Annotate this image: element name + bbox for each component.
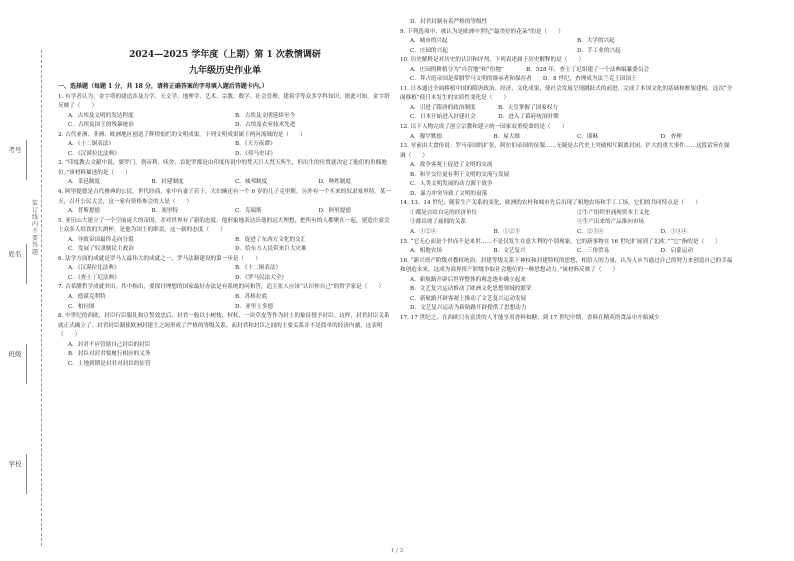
answer-option: B．文艺复兴运动推动了欧洲文化思想领域的繁荣	[410, 286, 532, 293]
answer-option: A．普斯提德	[68, 208, 101, 215]
answer-option: D．启蒙运动	[660, 248, 693, 255]
question	[58, 188, 392, 217]
answer-option: C．土地到期是封君对封臣的征管	[68, 360, 151, 367]
answer-option: A．城市的兴起	[410, 38, 448, 45]
question-stem: 11. 日本通过全面移植中国的隋唐政治、经济、文化成果，使社会发展呈现跳跃式的前进，完成了本国文化的基础和框架建构。这次“全面移植”使日本发生的实质性变化是（ ）	[400, 85, 733, 102]
question	[400, 142, 734, 199]
answer-option: D．①③④	[660, 229, 688, 236]
answer-option: B．《天方夜谭》	[235, 141, 276, 148]
question-stem: 15. “它无心而是个世而不是来世……不是仅发生在意大利的个别现象，它的新事物在 16 世纪扩展到了北欧。”“它”指的是（ ）	[400, 238, 721, 245]
question	[400, 199, 734, 228]
question	[400, 314, 734, 324]
answer-option: B．苏格拉底	[235, 294, 268, 301]
answer-option: C．庄园的兴起	[410, 47, 448, 54]
answer-option: A．封君不应管辖自己封臣的封臣	[68, 341, 151, 348]
answer-option: D．古埃及农业技术先进	[235, 122, 296, 129]
question	[58, 131, 392, 160]
question-stem: 6. 法学方面的成就是罗马人最伟大的成就之一，罗马法制建设的第一步是（ ）	[58, 255, 261, 262]
binding-label-exam-number: 考号	[8, 146, 22, 154]
question-stem: 5. 亚历山大建立了一个空前庞大的帝国，并对世界有了新的态度。他形象地表达出他的远大理想，把所有的人都聚在一起，建造庄宴会上众多人给饮的大酒杯，是他为国王的职责。这一新的态度（ ）	[58, 217, 390, 234]
question-options	[400, 133, 734, 143]
question	[400, 28, 734, 57]
question-options	[58, 112, 392, 131]
answer-option: C．日本开始进入封建社会 D．进入了幕府统治时期	[410, 114, 559, 121]
answer-option: B．大学的兴起	[577, 38, 615, 45]
answer-option: D．手工业的兴起	[577, 47, 621, 54]
answer-option: D．《荷马史诗》	[235, 150, 276, 157]
answer-option: A．《十二铜表法》	[68, 141, 114, 148]
question	[58, 217, 392, 255]
question	[400, 228, 734, 238]
question-options	[58, 236, 392, 255]
question-options	[400, 247, 734, 257]
question-options	[400, 228, 734, 238]
question-stem: 14. 13、14 世纪，随着生产关系的变化，欧洲的农村和城市先后出现了租地农场和手工工场，它们的共同特点是（ ）	[400, 200, 701, 207]
binding-line	[26, 454, 27, 494]
answer-option: C．拜占庭帝国是希腊罗马文明的继承者和保存者 D．8 世纪，查理成为法兰克王国国王	[410, 76, 637, 83]
answer-option: A．战争客观上促进了文明的交流	[410, 162, 493, 169]
answer-option: D．阿里提德	[318, 208, 351, 215]
question-list-left	[58, 93, 392, 370]
question-options	[58, 341, 392, 370]
section-heading: 一、选择题（每题 1 分，共 18 分，请将正确答案的字母填入题后答题卡内。）	[58, 83, 268, 90]
answer-option: C．《查士丁尼法典》	[68, 274, 120, 281]
question-stem: 4. 阿里提德是古代雅典的公民，世代经商，家中有妻子若干，大妇辆还有一个 6 岁的儿子克里斯。另外有一个买来的奴隶塞里特。某一天，召开公民大会，这一家有资格参会的人是（ ）	[58, 189, 392, 205]
question	[58, 283, 392, 312]
binding-line	[26, 344, 27, 384]
question	[400, 238, 734, 257]
answer-option: D．封君封制有着严格的等级性	[410, 19, 488, 25]
question-options	[400, 161, 734, 199]
question-options	[400, 104, 734, 123]
answer-option: ①都是自给自足的经济单位	[410, 209, 478, 216]
answer-option: A．庄园的耕植分为“自营地”和“份地” B．528 年，查士丁尼组建了一个法典编纂委员会	[410, 66, 650, 73]
answer-option: ④生产出来的产品推向市场	[577, 219, 645, 226]
question-options	[58, 264, 392, 283]
answer-option: B．封建制度	[151, 179, 184, 186]
question-stem: 12. 以下人物完成了创立宗教和建立统一国家双重使命的是（ ）	[400, 124, 568, 131]
question	[58, 255, 392, 284]
answer-option: B．①②③	[493, 229, 520, 236]
answer-option: ③都出现了雇佣的关系	[410, 219, 466, 226]
question-options	[58, 207, 392, 217]
question-list-right	[400, 18, 734, 324]
answer-option: B．促进了东西方文化的交汇	[235, 236, 307, 243]
question-stem: 2. 古代亚洲、非洲、欧洲地区创造了辉煌灿烂的文明成果。下列文明成果属于两河流域的是（ ）	[58, 131, 306, 138]
answer-option: B．封臣对封君要履行相应的义务	[68, 351, 151, 358]
answer-option: A．穆罕默德	[410, 133, 443, 140]
question-options	[400, 276, 734, 314]
page-title: 2024—2025 学年度（上期）第 1 次教情调研	[129, 50, 321, 60]
answer-option: A．德谟克利特	[68, 294, 106, 301]
binding-line	[26, 244, 27, 284]
binding-seal-text: 装订线内不要答题	[31, 200, 38, 256]
answer-option: A．引进了隋唐的政治制度 B．天皇掌握了国家权力	[410, 104, 558, 111]
question-stem: 1. 有学者认为，金字塔的建造涉及力学、天文学、地理学、艺术、宗教、数学、社会管理、建筑学等众多学科知识。据此可知，金字塔反映了（ ）	[58, 93, 390, 110]
answer-option: B．塞里特	[151, 208, 178, 215]
binding-label-class: 班级	[8, 350, 22, 358]
question	[58, 159, 392, 188]
question-stem: 17. 17 世纪之，在西欧只有富贵的人才能享用香料和糖；到 17 世纪中期，香料在精英的食品中开始减少	[400, 314, 660, 321]
question-options	[400, 66, 734, 85]
question-options	[58, 140, 392, 159]
answer-option: B．和平交往更有利于文明的交流与发展	[410, 171, 510, 178]
answer-option: A．采邑制度	[68, 179, 101, 186]
answer-option: A．《汉谟拉比法典》	[68, 265, 120, 272]
page-number: 1 / 3	[390, 548, 404, 554]
answer-option: B．古埃及文明延续至今	[235, 112, 296, 119]
binding-label-school: 学校	[8, 460, 22, 468]
answer-option: D．种姓制度	[318, 179, 351, 186]
question-options	[58, 178, 392, 188]
answer-option: B．屋大维	[493, 133, 520, 140]
answer-option: C．克瑞斯	[235, 208, 262, 215]
left-column	[58, 18, 392, 369]
answer-option: C．柏拉图	[68, 303, 95, 310]
answer-option: D．暴力冲突导致了文明的衰落	[410, 190, 488, 197]
binding-margin	[6, 50, 42, 546]
answer-option: A．相地农场	[410, 248, 443, 255]
question-options	[400, 37, 734, 56]
answer-option: D．《罗马民法大全》	[235, 274, 288, 281]
answer-option: C．三角贸易	[577, 248, 610, 255]
answer-option: A．古埃及文明的发达程度	[68, 112, 134, 119]
question	[400, 123, 734, 142]
answer-option: C．古埃及国王的残暴统治	[68, 122, 134, 129]
binding-line	[26, 140, 27, 180]
answer-option: B．《十二铜表法》	[235, 265, 282, 272]
answer-option: C．②③④	[577, 229, 604, 236]
question-stem: 7. 古希腊哲学成就突出。其中指出，要探讨理想的国家最好办法是有系统的问和答，追主张人应该“认识你自己”的哲学家是（ ）	[58, 284, 385, 291]
page-subtitle: 九年级历史作业单	[188, 66, 261, 76]
answer-option: C．人类文明发展的动力源于战争	[410, 181, 493, 188]
question-stem: 3. “印度教古文献中说，婆罗门，刹帝利、吠舍、首陀罗都是由印度传说中的梵天巨人梵天所生，但出生的位置就决定了他们的贵贱地位。”该材料描述的是（ ）	[58, 160, 387, 176]
question	[400, 56, 734, 85]
question-options	[400, 18, 734, 28]
answer-option: C．发展了奴隶制民主政治	[68, 246, 134, 253]
answer-option: A．新航路开辟后世界整体的观念逐步确立起来	[410, 276, 526, 283]
question	[58, 312, 392, 369]
question	[58, 93, 392, 131]
question	[400, 85, 734, 123]
question-stem: 8. 中世纪的西欧，封臣行臣服礼和宣誓效忠后，封君一般以小树枝、权杖、一块草皮等作为封土的象征授予封臣。这样，封君封臣关系就正式确立了。封君封臣制使欧洲封建主之间形成了严格的等级关系，而封君和封臣之间的主要关系并不是简单的经济内涵，这表明（ ）	[58, 313, 390, 339]
question	[400, 257, 734, 314]
answer-option: C．耶稣	[577, 133, 599, 140]
question-stem: 16. “新兴资产阶级对教权统治、封建等级关系下神权和封建特权的思想，相信人的力量，认为人应当通过自己的努力来创造自己的幸福和创造未来，这成为商界资产阶级争取社会地位的一种思想动力。”该材料反映了（ ）	[400, 257, 733, 274]
answer-option: D．亚里士多德	[235, 303, 274, 310]
answer-option: A．①②④	[410, 229, 437, 236]
answer-option: C．《汉谟拉比法典》	[68, 150, 120, 157]
question	[400, 18, 734, 28]
answer-option: A．导致帝国最终走向分裂	[68, 236, 134, 243]
answer-option: D．文艺复兴运动为新航路开辟提供了思想动力	[410, 305, 527, 312]
question-options	[58, 293, 392, 312]
answer-option: C．城邦制度	[235, 179, 268, 186]
answer-option: C．新航路开辟客观上推动了文艺复兴运动发展	[410, 295, 527, 302]
right-column	[400, 18, 734, 324]
binding-label-name: 姓名	[8, 250, 22, 258]
answer-option: B．文艺复兴	[493, 248, 526, 255]
question-stem: 10. 历史解释是对历史的认识和评判。下列表述属于历史解释的是（ ）	[400, 57, 585, 64]
question-stem: 13. 章前由大食传说：罗马帝国的扩张，阿拉伯帝国的征服……无疑是古代史上突破相互隔离封闭、扩大的重大事件……这段话旨在强调（ ）	[400, 143, 730, 159]
question-options	[400, 209, 734, 228]
answer-option: D．查理	[660, 133, 682, 140]
answer-option: ②生产组织里涌现资本主义化	[577, 209, 650, 216]
question-stem: 9. 下列选项中，被认为是欧洲中世纪“最美好的花朵”的是（ ）	[400, 28, 564, 35]
answer-option: D．给东方人民带来巨大灾难	[235, 246, 307, 253]
